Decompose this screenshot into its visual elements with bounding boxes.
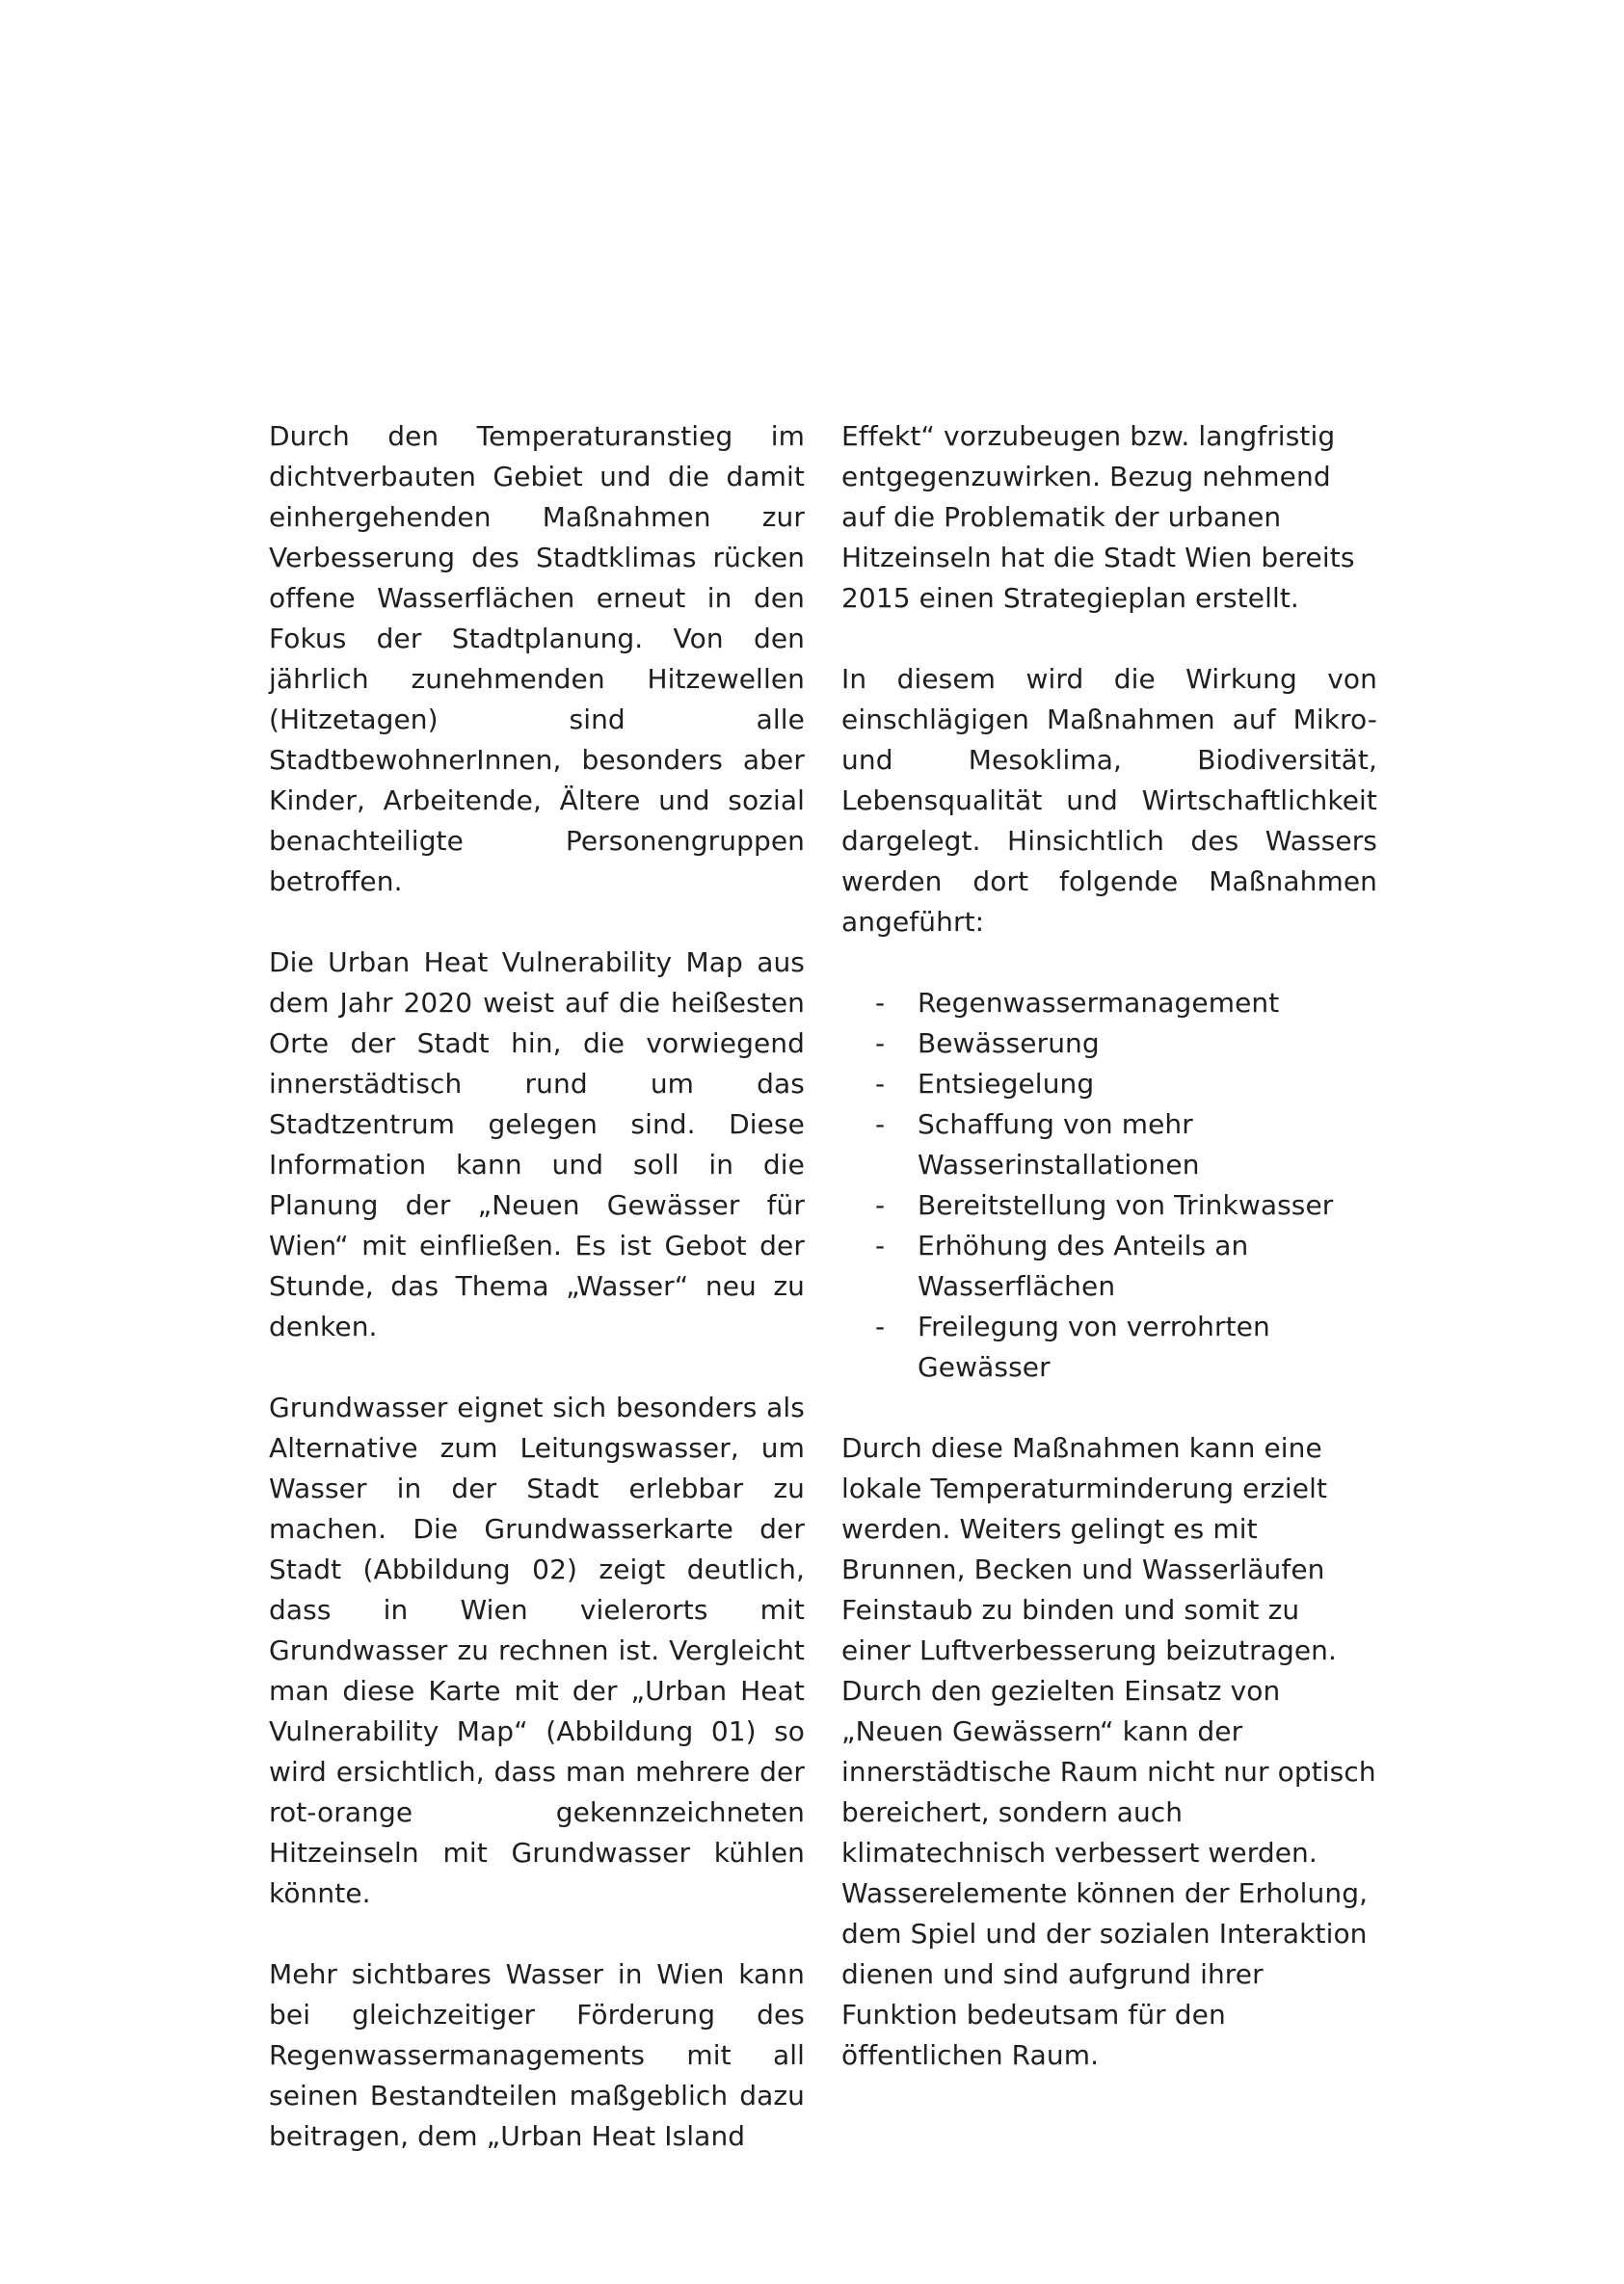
bullet-dash: -: [875, 1189, 886, 1221]
list-item-text: Freilegung von verrohrten Gewässer: [918, 1311, 1270, 1383]
bullet-dash: -: [875, 987, 886, 1019]
measures-list: [841, 983, 1377, 1388]
list-item: [875, 983, 1377, 1023]
list-item: [875, 1226, 1377, 1307]
list-item-text: Bereitstellung von Trinkwasser: [918, 1189, 1334, 1221]
paragraph-temperature-increase: Durch den Temperaturanstieg im dichtverbauten Gebiet und die damit einhergehenden Maßnahmen zur Verbesserung des Stadtklimas rücken offene Wasserflächen erneut in den Fokus der Stadtplanung. Von den jährlich zunehmenden Hitzewellen (Hitzetagen) sind alle StadtbewohnerInnen, besonders aber Kinder, Arbeitende, Ältere und sozial benachteiligte Personengruppen betroffen.: [269, 420, 805, 897]
paragraph-heat-vulnerability-map: Die Urban Heat Vulnerability Map aus dem Jahr 2020 weist auf die heißesten Orte der Stadt hin, die vorwiegend innerstädtisch rund um das Stadtzentrum gelegen sind. Diese Information kann und soll in die Planung der „Neuen Gewässer für Wien“ mit einfließen. Es ist Gebot der Stunde, das Thema „Wasser“ neu zu denken.: [269, 946, 805, 1342]
bullet-dash: -: [875, 1068, 886, 1100]
list-item-text: Entsiegelung: [918, 1068, 1095, 1100]
bullet-dash: -: [875, 1108, 886, 1140]
bullet-dash: -: [875, 1027, 886, 1059]
list-item: [875, 1307, 1377, 1388]
list-item-text: Schaffung von mehr Wasserinstallationen: [918, 1108, 1200, 1181]
paragraph-measures-intro: In diesem wird die Wirkung von einschlägigen Maßnahmen auf Mikro- und Mesoklima, Biodiversität, Lebensqualität und Wirtschaftlichkeit dargelegt. Hinsichtlich des Wassers werden dort folgende Maßnahmen angeführt:: [841, 663, 1377, 938]
right-text-column: [841, 416, 1377, 2116]
list-item-text: Erhöhung des Anteils an Wasserflächen: [918, 1230, 1249, 1302]
list-item: [875, 1064, 1377, 1104]
left-text-column: [269, 416, 805, 2197]
paragraph-visible-water: Mehr sichtbares Wasser in Wien kann bei gleichzeitiger Förderung des Regenwassermanagements mit all seinen Bestandteilen maßgeblich dazu beitragen, dem „Urban Heat Island: [269, 1958, 805, 2152]
bullet-dash: -: [875, 1230, 886, 1262]
paragraph-strategy-plan: Effekt“ vorzubeugen bzw. langfristig entgegenzuwirken. Bezug nehmend auf die Problematik der urbanen Hitzeinseln hat die Stadt Wien bereits 2015 einen Strategieplan erstellt.: [841, 420, 1355, 614]
list-item-text: Bewässerung: [918, 1027, 1100, 1059]
bullet-dash: -: [875, 1311, 886, 1342]
list-item-text: Regenwassermanagement: [918, 987, 1280, 1019]
paragraph-groundwater: Grundwasser eignet sich besonders als Alternative zum Leitungswasser, um Wasser in der Stadt erlebbar zu machen. Die Grundwasserkarte der Stadt (Abbildung 02) zeigt deutlich, dass in Wien vielerorts mit Grundwasser zu rechnen ist. Vergleicht man diese Karte mit der „Urban Heat Vulnerability Map“ (Abbildung 01) so wird ersichtlich, dass man mehrere der rot-orange gekennzeichneten Hitzeinseln mit Grundwasser kühlen könnte.: [269, 1392, 805, 1909]
list-item: [875, 1023, 1377, 1064]
paragraph-measures-effects: Durch diese Maßnahmen kann eine lokale Temperaturminderung erzielt werden. Weiters gelingt es mit Brunnen, Becken und Wasserläufen Feinstaub zu binden und somit zu einer Luftverbesserung beizutragen. Durch den gezielten Einsatz von „Neuen Gewässern“ kann der innerstädtische Raum nicht nur optisch bereichert, sondern auch klimatechnisch verbessert werden. Wasserelemente können der Erholung, dem Spiel und der sozialen Interaktion dienen und sind aufgrund ihrer Funktion bedeutsam für den öffentlichen Raum.: [841, 1432, 1376, 2071]
list-item: [875, 1104, 1377, 1185]
list-item: [875, 1185, 1377, 1226]
